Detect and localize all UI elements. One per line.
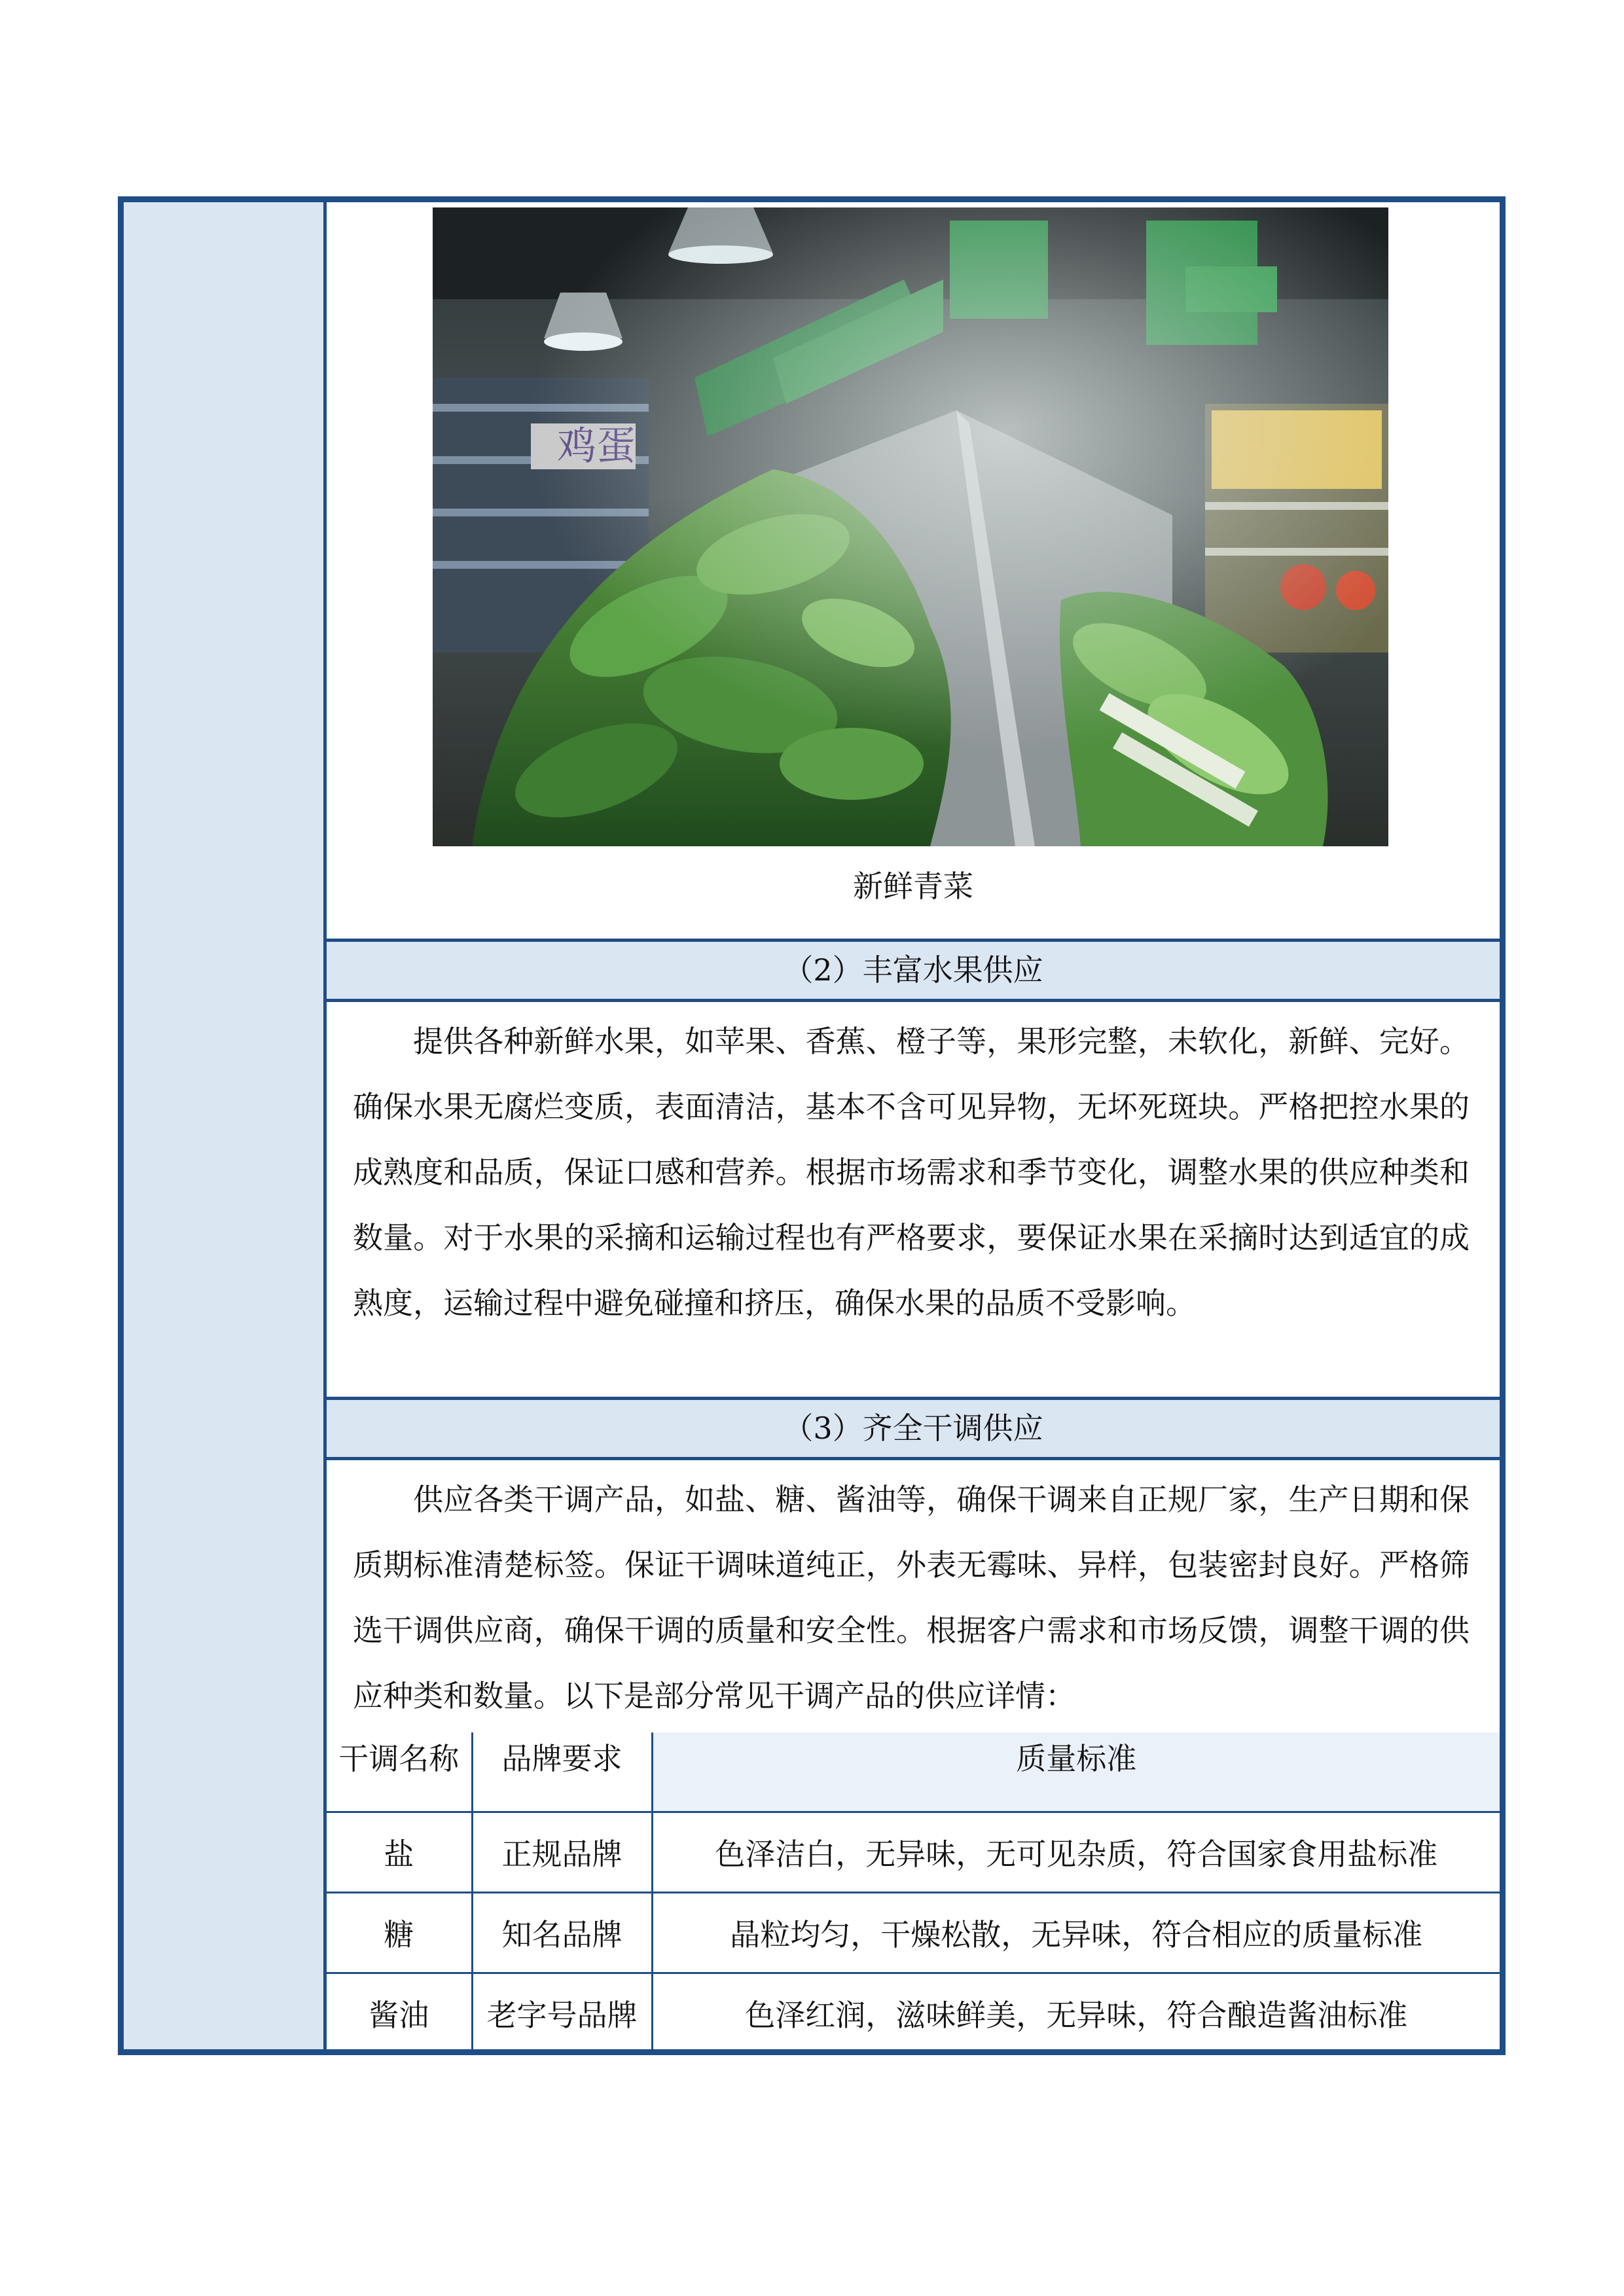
condiment-section-body: 供应各类干调产品，如盐、糖、酱油等，确保干调来自正规厂家，生产日期和保质期标准清楚标签。保证干调味道纯正，外表无霉味、异样，包装密封良好。严格筛选干调供应商，确保干调的质量和安全性。根据客户需求和市场反馈，调整干调的供应种类和数量。以下是部分常见干调产品的供应详情： bbox=[353, 1482, 1470, 1713]
header-brand-requirement: 品牌要求 bbox=[472, 1732, 652, 1812]
fruit-section-heading: （2）丰富水果供应 bbox=[327, 942, 1500, 1002]
cell-quality-standard: 色泽红润，滋味鲜美，无异味，符合酿造酱油标准 bbox=[652, 1973, 1500, 2053]
header-condiment-name: 干调名称 bbox=[327, 1732, 472, 1812]
vegetable-photo bbox=[433, 207, 1388, 846]
content-table-frame bbox=[118, 196, 1506, 2055]
cell-brand-requirement: 正规品牌 bbox=[472, 1812, 652, 1893]
table-row bbox=[327, 1973, 1500, 2053]
header-quality-standard: 质量标准 bbox=[652, 1732, 1500, 1812]
cell-condiment-name: 盐 bbox=[327, 1812, 472, 1893]
fruit-section-body: 提供各种新鲜水果，如苹果、香蕉、橙子等，果形完整，未软化，新鲜、完好。确保水果无腐烂变质，表面清洁，基本不含可见异物，无坏死斑块。严格把控水果的成熟度和品质，保证口感和营养。根据市场需求和季节变化，调整水果的供应种类和数量。对于水果的采摘和运输过程也有严格要求，要保证水果在采摘时达到适宜的成熟度，运输过程中避免碰撞和挤压，确保水果的品质不受影响。 bbox=[327, 1002, 1500, 1400]
table-row bbox=[327, 1893, 1500, 1973]
cell-quality-standard: 晶粒均匀，干燥松散，无异味，符合相应的质量标准 bbox=[652, 1893, 1500, 1973]
vegetable-photo-illustration bbox=[433, 207, 1388, 846]
table-header-row bbox=[327, 1732, 1500, 1812]
cell-condiment-name: 酱油 bbox=[327, 1973, 472, 2053]
cell-brand-requirement: 老字号品牌 bbox=[472, 1973, 652, 2053]
photo-cell bbox=[327, 202, 1500, 942]
cell-condiment-name: 糖 bbox=[327, 1893, 472, 1973]
cell-quality-standard: 色泽洁白，无异味，无可见杂质，符合国家食用盐标准 bbox=[652, 1812, 1500, 1893]
cell-brand-requirement: 知名品牌 bbox=[472, 1893, 652, 1973]
left-label-column bbox=[124, 202, 327, 2049]
table-row bbox=[327, 1812, 1500, 1893]
condiment-spec-table bbox=[327, 1732, 1500, 2053]
condiment-section-heading: （3）齐全干调供应 bbox=[327, 1400, 1500, 1460]
right-content-column bbox=[327, 202, 1500, 2049]
photo-caption: 新鲜青菜 bbox=[853, 869, 973, 904]
